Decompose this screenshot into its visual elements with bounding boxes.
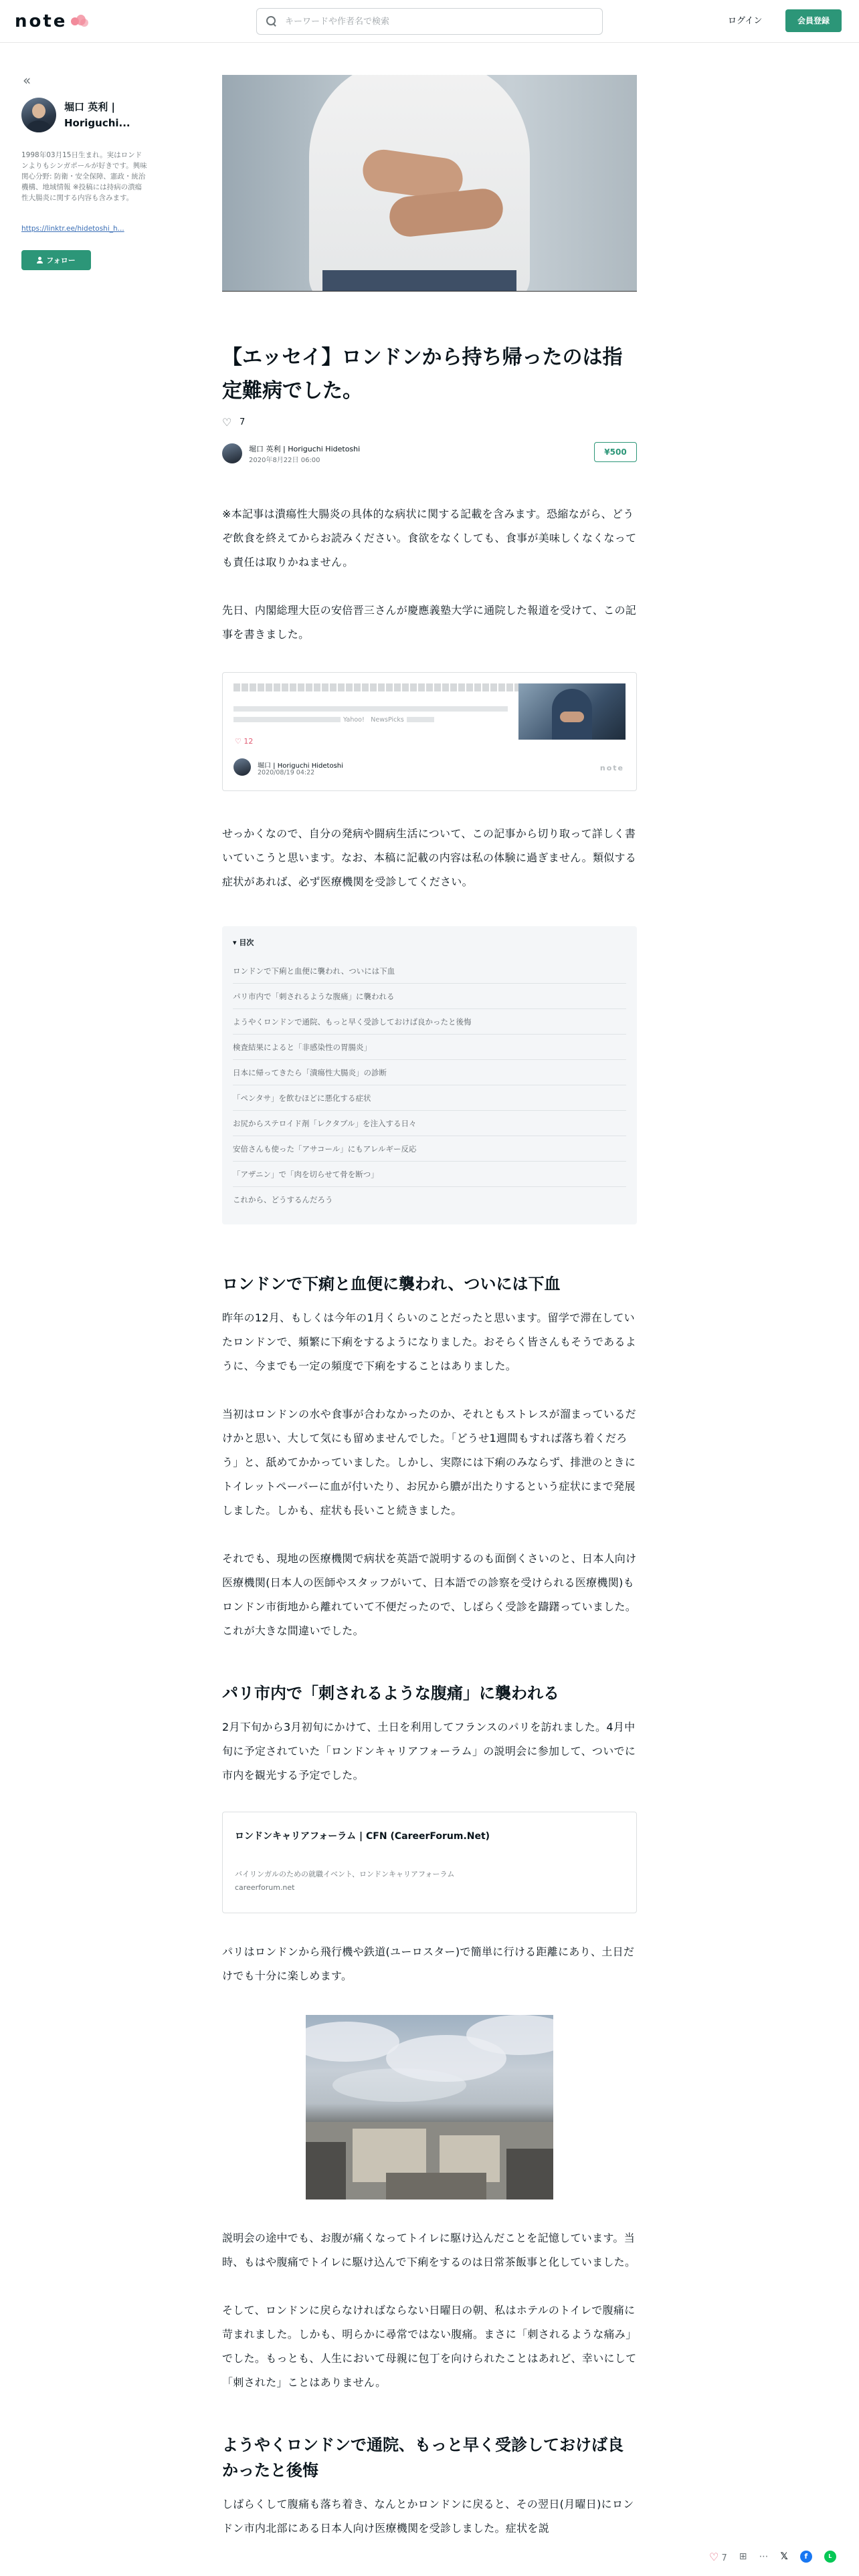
like-row xyxy=(222,417,637,427)
toc-heading[interactable]: ▾ 目次 xyxy=(233,938,254,947)
hero-image xyxy=(222,75,637,292)
embed-date: 2020/08/19 04:22 xyxy=(258,769,315,776)
line-share-icon[interactable]: L xyxy=(824,2551,836,2563)
paragraph: 先日、内閣総理大臣の安倍晋三さんが慶應義塾大学に通院した報道を受けて、この記事を書きました。 xyxy=(222,604,637,641)
signup-button[interactable]: 会員登録 xyxy=(785,9,842,32)
section-heading: ロンドンで下痢と血便に襲われ、ついには下血 xyxy=(222,1275,561,1293)
note-logo[interactable] xyxy=(15,11,88,32)
byline xyxy=(222,442,637,465)
paragraph: パリはロンドンから飛行機や鉄道(ユーロスター)で簡単に行ける距離にあり、土日だけでも十分に楽しめます。 xyxy=(222,1945,635,1982)
table-of-contents xyxy=(222,926,637,1224)
toc-heading-label: 目次 xyxy=(239,938,254,947)
share-like-count: 7 xyxy=(721,2553,727,2563)
search-icon xyxy=(266,16,277,27)
follow-label: フォロー xyxy=(46,256,76,265)
embed-desc-source: Yahoo! NewsPicks xyxy=(341,714,407,724)
search-input[interactable] xyxy=(285,17,579,27)
embed-like: ♡ 12 xyxy=(235,737,254,746)
person-add-icon xyxy=(37,257,43,263)
logo-text: note xyxy=(15,11,68,31)
embedded-note-card[interactable] xyxy=(222,672,637,791)
link-card-desc: バイリンガルのための就職イベント、ロンドンキャリアフォーラム xyxy=(235,1870,455,1879)
toc-item[interactable]: ようやくロンドンで通院、もっと早く受診しておけば良かったと後悔 xyxy=(233,1009,626,1035)
follow-button[interactable] xyxy=(21,250,91,270)
byline-name[interactable]: 堀口 英利 | Horiguchi Hidetoshi xyxy=(249,445,361,453)
paragraph: 当初はロンドンの水や食事が合わなかったのか、それともストレスが溜まっているだけかと思い、大して気にも留めませんでした。「どうせ1週間もすれば落ち着くだろう」と、舐めてかかっていました。しかし、実際には下痢のみならず、排泄のときにトイレットペーパーに血が付いたり、お尻から膿が出たりするという症状にまで発展しました。しかも、症状も長いこと続きました。 xyxy=(222,1408,636,1517)
article-title: 【エッセイ】ロンドンから持ち帰ったのは指定難病でした。 xyxy=(222,346,623,403)
paragraph: しばらくして腹痛も落ち着き、なんとかロンドンに戻ると、その翌日(月曜日)にロンドン市内北部にある日本人向け医療機関を受診しました。症状を説 xyxy=(222,2498,634,2535)
link-card-url: careerforum.net xyxy=(235,1883,295,1892)
toc-item[interactable]: 「ペンタサ」を飲むほどに悪化する症状 xyxy=(233,1085,626,1111)
embed-note-logo: note xyxy=(599,764,624,772)
author-link[interactable]: https://linktr.ee/hidetoshi_h... xyxy=(21,225,124,233)
embed-desc-placeholder xyxy=(233,706,508,712)
embed-avatar xyxy=(233,758,251,776)
author-avatar[interactable] xyxy=(21,98,56,132)
embed-like-count: 12 xyxy=(244,737,254,746)
paragraph: 2月下旬から3月初旬にかけて、土日を利用してフランスのパリを訪れました。4月中旬に予定されていた「ロンドンキャリアフォーラム」の説明会に参加して、ついでに市内を観光する予定でした。 xyxy=(222,1721,636,1782)
embed-thumbnail xyxy=(518,683,626,740)
share-bar xyxy=(709,2547,836,2567)
magazine-icon[interactable]: ⊞ xyxy=(739,2551,747,2562)
author-bio: 1998年03月15日生まれ。実はロンドンよりもシンガポールが好きです。興味関心分野: 防衛・安全保障、憲政・統治機構、地域情報 ※投稿には持病の潰瘍性大腸炎に関する内容も含みます。 xyxy=(21,151,147,202)
toc-item[interactable]: パリ市内で「刺されるような腹痛」に襲われる xyxy=(233,984,626,1009)
toc-item[interactable]: これから、どうするんだろう xyxy=(233,1195,333,1204)
toc-item[interactable]: 安倍さんも使った「アサコール」にもアレルギー反応 xyxy=(233,1136,626,1162)
link-card[interactable] xyxy=(222,1812,637,1913)
embed-title-placeholder xyxy=(233,683,521,691)
more-icon[interactable]: ⋯ xyxy=(759,2551,769,2562)
section-heading: パリ市内で「刺されるような腹痛」に襲われる xyxy=(222,1684,559,1703)
paragraph: ※本記事は潰瘍性大腸炎の具体的な病状に関する記載を含みます。恐縮ながら、どうぞ飲食を終えてからお読みください。食欲をなくしても、食事が美味しくなくなっても責任は取りかねません。 xyxy=(222,508,637,568)
share-like[interactable] xyxy=(709,2551,727,2563)
search-box[interactable] xyxy=(256,8,603,35)
section-heading: ようやくロンドンで通院、もっと早く受診しておけば良かったと後悔 xyxy=(222,2436,624,2480)
paragraph: 説明会の途中でも、お腹が痛くなってトイレに駆け込んだことを記憶しています。当時、もはや腹痛でトイレに駆け込んで下痢をするのは日常茶飯事と化していました。 xyxy=(222,2232,636,2268)
toc-item[interactable]: ロンドンで下痢と血便に襲われ、ついには下血 xyxy=(233,958,626,984)
login-link[interactable]: ログイン xyxy=(728,16,763,26)
toc-item[interactable]: お尻からステロイド剤「レクタブル」を注入する日々 xyxy=(233,1111,626,1136)
paragraph: そして、ロンドンに戻らなければならない日曜日の朝、私はホテルのトイレで腹痛に苛まれました。しかも、明らかに尋常ではない腹痛。まさに「刺されるような痛み」でした。もっとも、人生において母親に包丁を向けられたことはあれど、幸いにして「刺された」ことはありません。 xyxy=(222,2304,637,2389)
collapse-sidebar-icon[interactable]: « xyxy=(23,72,31,88)
logo-mark-icon xyxy=(71,15,88,28)
toc-item[interactable]: 日本に帰ってきたら「潰瘍性大腸炎」の診断 xyxy=(233,1060,626,1085)
byline-date: 2020年8月22日 06:00 xyxy=(249,457,320,464)
site-header xyxy=(0,0,859,43)
article xyxy=(222,75,637,2541)
heart-icon[interactable]: ♡ xyxy=(222,415,232,429)
paragraph: それでも、現地の医療機関で病状を英語で説明するのも面倒くさいのと、日本人向け医療機関(日本人の医師やスタッフがいて、日本語での診察を受けられる医療機関)もロンドン市街地から離れていて不便だったので、しばらく受診を躊躇っていました。これが大きな間違いでした。 xyxy=(222,1552,637,1637)
author-name[interactable]: 堀口 英利 | Horiguchi... xyxy=(64,101,130,129)
paragraph: 昨年の12月、もしくは今年の1月くらいのことだったと思います。留学で滞在していたロンドンで、頻繁に下痢をするようになりました。おそらく皆さんもそうであるように、今までも一定の頻度で下痢をすることはありました。 xyxy=(222,1311,637,1372)
toc-item[interactable]: 「アザニン」で「肉を切らせて骨を断つ」 xyxy=(233,1162,626,1187)
embed-author: 堀口 | Horiguchi Hidetoshi xyxy=(258,762,343,770)
price-button[interactable]: ¥500 xyxy=(594,442,637,462)
x-share-icon[interactable]: 𝕏 xyxy=(780,2551,788,2562)
byline-avatar[interactable] xyxy=(222,443,242,463)
facebook-share-icon[interactable]: f xyxy=(800,2551,812,2563)
like-count: 7 xyxy=(240,417,246,427)
paris-photo xyxy=(306,2015,553,2199)
paragraph: せっかくなので、自分の発病や闘病生活について、この記事から切り取って詳しく書いていこうと思います。なお、本稿に記載の内容は私の体験に過ぎません。類似する症状があれば、必ず医療機関を受診してください。 xyxy=(222,827,637,888)
toc-item[interactable]: 検査結果によると「非感染性の胃腸炎」 xyxy=(233,1035,626,1060)
link-card-title: ロンドンキャリアフォーラム | CFN (CareerForum.Net) xyxy=(235,1831,490,1842)
heart-icon: ♡ xyxy=(709,2550,719,2563)
